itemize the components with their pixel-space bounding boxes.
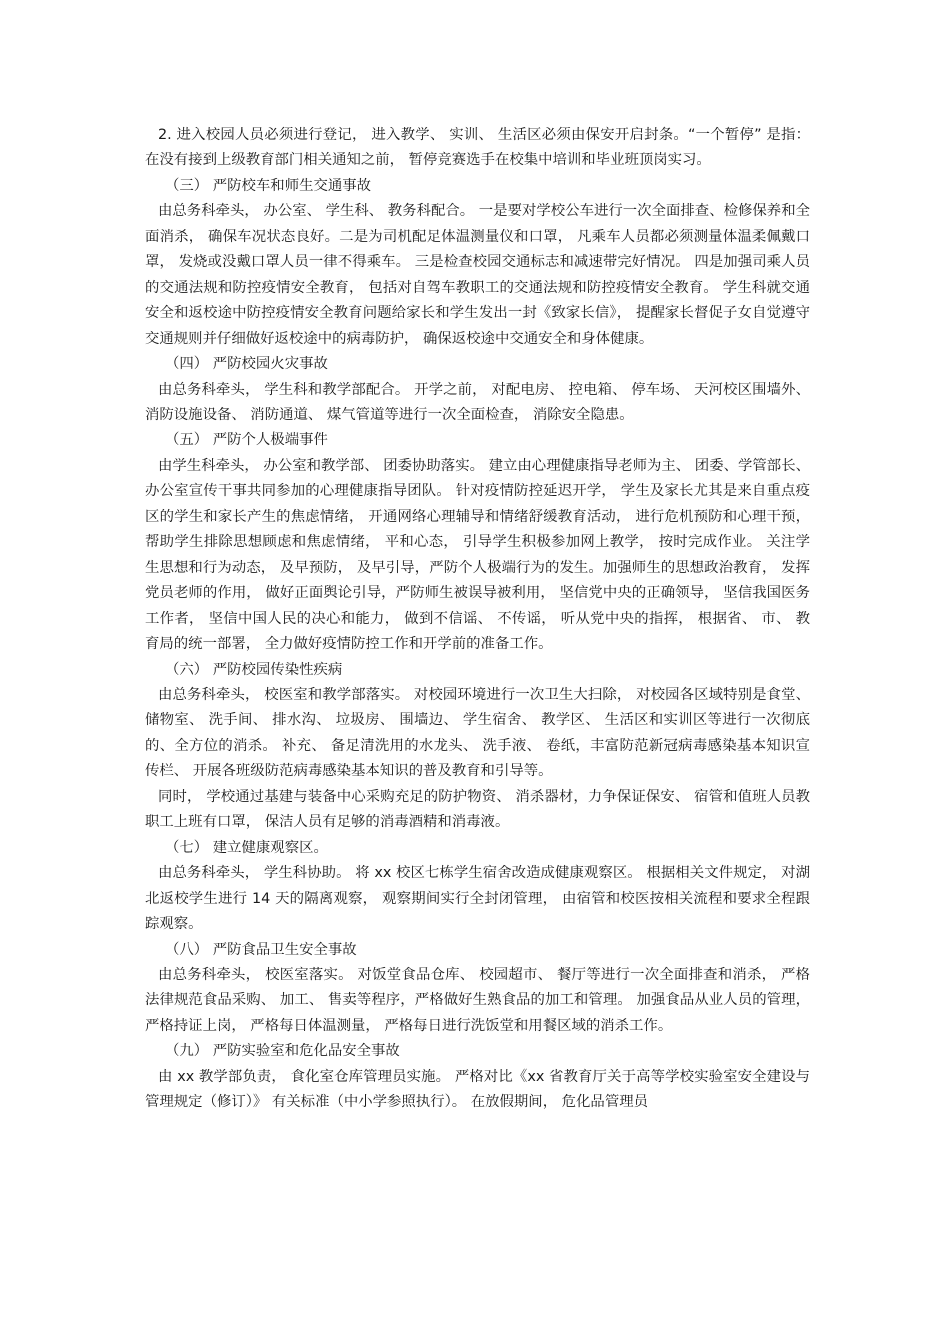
paragraph-protective-supplies: 同时， 学校通过基建与装备中心采购充足的防护物资、 消杀器材，力争保证保安、 宿管和值班人员教职工上班有口罩， 保洁人员有足够的消毒酒精和消毒液。 — [145, 788, 810, 831]
section-heading-5: （五） 严防个人极端事件 — [165, 432, 328, 449]
paragraph-traffic-safety: 由总务科牵头， 办公室、 学生科、 教务科配合。 一是要对学校公车进行一次全面排查、检修保养和全面消杀， 确保车况状态良好。二是为司机配足体温测量仪和口罩， 凡乘车人员都必须测量体温柔佩戴口罩， 发烧或没戴口罩人员一律不得乘车。 三是检查校园交通标志和减速带完好情况。 四是加强司乘人员的交通法规和防控疫情安全教育， 包括对自驾车教职工的交通法规和防控疫情安全教育。 学生科就交通安全和返校途中防控疫情安全教育问题给家长和学生发出一封《致家长信》， 提醒家长督促子女自觉遵守交通规则并仔细做好返校途中的病毒防护， 确保返校途中交通安全和身体健康。 — [145, 203, 810, 347]
section-heading-4: （四） 严防校园火灾事故 — [165, 356, 328, 373]
section-heading-9: （九） 严防实验室和危化品安全事故 — [165, 1043, 400, 1060]
section-heading-3: （三） 严防校车和师生交通事故 — [165, 177, 372, 194]
section-heading-6: （六） 严防校园传染性疾病 — [165, 661, 343, 678]
paragraph-food-safety: 由总务科牵头， 校医室落实。 对饭堂食品仓库、 校园超市、 餐厅等进行一次全面排查和消杀， 严格法律规范食品采购、 加工、 售卖等程序，严格做好生熟食品的加工和管理。 加强食品从业人员的管理， 严格持证上岗， 严格每日体温测量， 严格每日进行洗饭堂和用餐区域的消杀工作。 — [145, 966, 810, 1034]
document-body — [145, 123, 810, 1116]
section-heading-7: （七） 建立健康观察区。 — [165, 839, 328, 856]
paragraph-infectious-disease: 由总务科牵头， 校医室和教学部落实。 对校园环境进行一次卫生大扫除， 对校园各区域特别是食堂、 储物室、 洗手间、 排水沟、 垃圾房、 围墙边、 学生宿舍、 教学区、 生活区和实训区等进行一次彻底的、全方位的消杀。 补充、 备足清洗用的水龙头、 洗手液、 卷纸，丰富防范新冠病毒感染基本知识宣传栏、 开展各班级防范病毒感染基本知识的普及教育和引导等。 — [145, 686, 810, 780]
paragraph-extreme-events: 由学生科牵头， 办公室和教学部、 团委协助落实。 建立由心理健康指导老师为主、 团委、学管部长、 办公室宣传干事共同参加的心理健康指导团队。 针对疫情防控延迟开学， 学生及家长尤其是来自重点疫区的学生和家长产生的焦虑情绪， 开通网络心理辅导和情绪舒缓教育活动， 进行危机预防和心理干预， 帮助学生排除思想顾虑和焦虑情绪， 平和心态， 引导学生积极参加网上教学， 按时完成作业。 关注学生思想和行为动态， 及早预防， 及早引导，严防个人极端行为的发生。加强师生的思想政治教育， 发挥党员老师的作用， 做好正面舆论引导，严防师生被误导被利用， 坚信党中央的正确领导， 坚信我国医务工作者， 坚信中国人民的决心和能力， 做到不信谣、 不传谣， 听从党中央的指挥， 根据省、 市、 教育局的统一部署， 全力做好疫情防控工作和开学前的准备工作。 — [145, 457, 810, 653]
paragraph-health-observation: 由总务科牵头， 学生科协助。 将 xx 校区七栋学生宿舍改造成健康观察区。 根据相关文件规定， 对湖北返校学生进行 14 天的隔离观察， 观察期间实行全封闭管理， 由宿管和校医按相关流程和要求全程跟踪观察。 — [145, 865, 810, 933]
paragraph-lab-safety: 由 xx 教学部负责， 食化室仓库管理员实施。 严格对比《xx 省教育厅关于高等学校实验室安全建设与管理规定（修订）》 有关标准（中小学参照执行）。 在放假期间， 危化品管理员 — [145, 1068, 810, 1111]
paragraph-fire-safety: 由总务科牵头， 学生科和教学部配合。 开学之前， 对配电房、 控电箱、 停车场、 天河校区围墙外、 消防设施设备、 消防通道、 煤气管道等进行一次全面检查， 消除安全隐患。 — [145, 381, 810, 423]
section-heading-8: （八） 严防食品卫生安全事故 — [165, 941, 357, 958]
paragraph-entry-registration: 2. 进入校园人员必须进行登记， 进入教学、 实训、 生活区必须由保安开启封条。“一个暂停” 是指： 在没有接到上级教育部门相关通知之前， 暂停竞赛选手在校集中培训和毕业班顶岗实习。 — [145, 127, 810, 169]
